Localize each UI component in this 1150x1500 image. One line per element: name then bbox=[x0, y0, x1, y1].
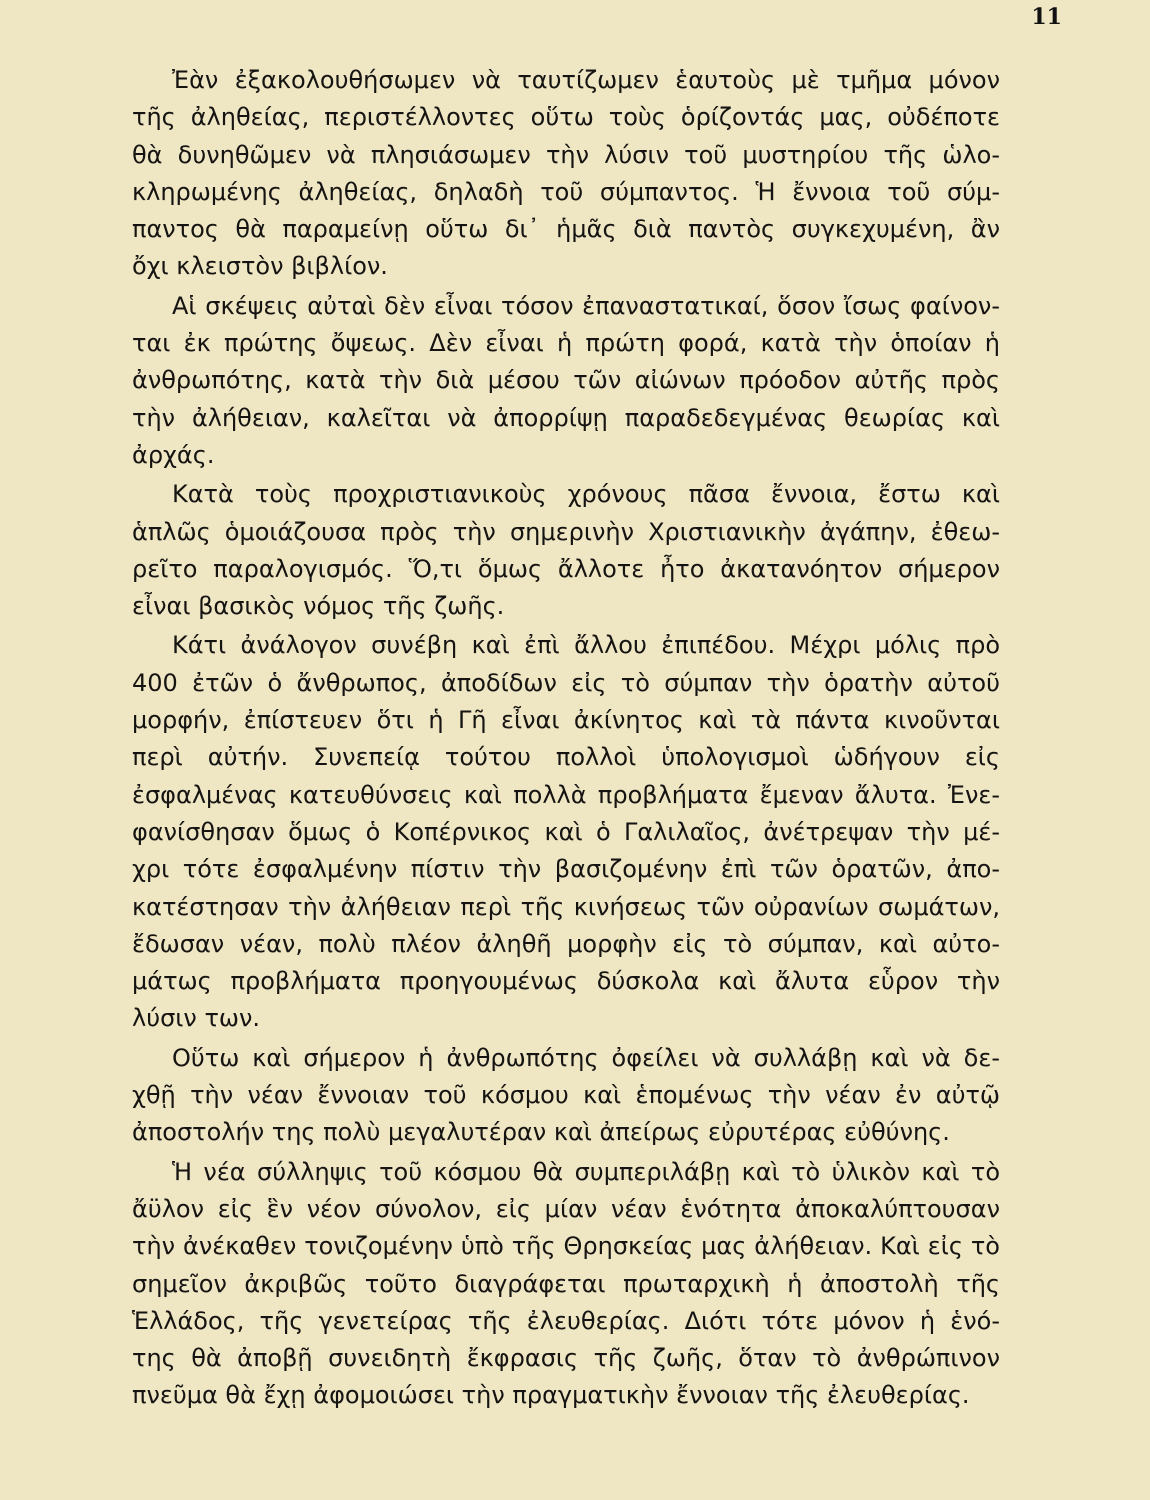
paragraph bbox=[132, 1040, 1000, 1152]
text-line: 400 ἐτῶν ὁ ἄνθρωπος, ἀποδίδων εἰς τὸ σύμπαν τὴν ὁρατὴν αὐτοῦ bbox=[132, 668, 1000, 697]
page-number: 11 bbox=[1031, 4, 1062, 30]
text-line: τῆς ἀληθείας, περιστέλλοντες οὕτω τοὺς ὁρίζοντάς μας, οὐδέποτε bbox=[132, 103, 1000, 132]
paragraph bbox=[132, 62, 1000, 286]
text-line: ται ἐκ πρώτης ὄψεως. Δὲν εἶναι ἡ πρώτη φορά, κατὰ τὴν ὁποίαν ἡ bbox=[132, 329, 1000, 358]
text-line: περὶ αὐτήν. Συνεπείᾳ τούτου πολλοὶ ὑπολογισμοὶ ὡδήγουν εἰς bbox=[132, 743, 1000, 772]
body-text bbox=[132, 62, 1000, 1417]
text-line: σημεῖον ἀκριβῶς τοῦτο διαγράφεται πρωταρχικὴ ἡ ἀποστολὴ τῆς bbox=[132, 1269, 1000, 1298]
text-line: Κάτι ἀνάλογον συνέβη καὶ ἐπὶ ἄλλου ἐπιπέδου. Μέχρι μόλις πρὸ bbox=[172, 631, 1000, 660]
text-line: παντος θὰ παραμείνῃ οὕτω δι᾽ ἡμᾶς διὰ παντὸς συγκεχυμένη, ἂν bbox=[132, 215, 1000, 244]
text-line: ἐσφαλμένας κατευθύνσεις καὶ πολλὰ προβλήματα ἔμεναν ἄλυτα. Ἐνε- bbox=[132, 780, 1000, 809]
text-line: Κατὰ τοὺς προχριστιανικοὺς χρόνους πᾶσα ἔννοια, ἔστω καὶ bbox=[172, 480, 1000, 509]
text-line: εἶναι βασικὸς νόμος τῆς ζωῆς. bbox=[132, 592, 505, 621]
text-line: Οὕτω καὶ σήμερον ἡ ἀνθρωπότης ὀφείλει νὰ συλλάβῃ καὶ νὰ δε- bbox=[172, 1043, 1000, 1072]
text-line: τὴν ἀνέκαθεν τονιζομένην ὑπὸ τῆς Θρησκείας μας ἀλήθειαν. Καὶ εἰς τὸ bbox=[132, 1232, 1000, 1261]
text-line: κληρωμένης ἀληθείας, δηλαδὴ τοῦ σύμπαντος. Ἡ ἔννοια τοῦ σύμ- bbox=[132, 177, 1000, 206]
text-line: λύσιν των. bbox=[132, 1004, 261, 1033]
text-line: Ἐὰν ἐξακολουθήσωμεν νὰ ταυτίζωμεν ἑαυτοὺς μὲ τμῆμα μόνον bbox=[172, 66, 1000, 94]
text-line: χρι τότε ἐσφαλμένην πίστιν τὴν βασιζομένην ἐπὶ τῶν ὁρατῶν, ἀπο- bbox=[132, 855, 1000, 884]
text-line: Ἑλλάδος, τῆς γενετείρας τῆς ἐλευθερίας. Διότι τότε μόνον ἡ ἑνό- bbox=[132, 1306, 1000, 1335]
text-line: ὄχι κλειστὸν βιβλίον. bbox=[132, 252, 388, 281]
text-line: ἀποστολήν της πολὺ μεγαλυτέραν καὶ ἀπείρως εὐρυτέρας εὐθύνης. bbox=[132, 1118, 950, 1147]
text-line: Αἱ σκέψεις αὐταὶ δὲν εἶναι τόσον ἐπαναστατικαί, ὅσον ἴσως φαίνον- bbox=[172, 291, 1000, 320]
paragraph bbox=[132, 627, 1000, 1037]
text-line: ἀνθρωπότης, κατὰ τὴν διὰ μέσου τῶν αἰώνων πρόοδον αὐτῆς πρὸς bbox=[132, 366, 1000, 395]
text-line: θὰ δυνηθῶμεν νὰ πλησιάσωμεν τὴν λύσιν τοῦ μυστηρίου τῆς ὡλο- bbox=[132, 140, 1000, 169]
text-line: ἔδωσαν νέαν, πολὺ πλέον ἀληθῆ μορφὴν εἰς τὸ σύμπαν, καὶ αὐτο- bbox=[132, 929, 1000, 958]
text-line: τὴν ἀλήθειαν, καλεῖται νὰ ἀπορρίψῃ παραδεδεγμένας θεωρίας καὶ bbox=[132, 403, 1000, 432]
text-line: ἀρχάς. bbox=[132, 440, 215, 469]
text-line: κατέστησαν τὴν ἀλήθειαν περὶ τῆς κινήσεως τῶν οὐρανίων σωμάτων, bbox=[132, 892, 1000, 921]
text-line: της θὰ ἀποβῇ συνειδητὴ ἔκφρασις τῆς ζωῆς, ὅταν τὸ ἀνθρώπινον bbox=[132, 1344, 1000, 1373]
text-line: ἄϋλον εἰς ἓν νέον σύνολον, εἰς μίαν νέαν ἑνότητα ἀποκαλύπτουσαν bbox=[132, 1194, 1000, 1223]
paragraph bbox=[132, 476, 1000, 625]
text-line: μορφήν, ἐπίστευεν ὅτι ἡ Γῆ εἶναι ἀκίνητος καὶ τὰ πάντα κινοῦνται bbox=[132, 706, 1000, 735]
paragraph bbox=[132, 288, 1000, 474]
text-line: φανίσθησαν ὅμως ὁ Κοπέρνικος καὶ ὁ Γαλιλαῖος, ἀνέτρεψαν τὴν μέ- bbox=[132, 817, 1000, 846]
text-line: ρεῖτο παραλογισμός. Ὅ,τι ὅμως ἄλλοτε ἦτο ἀκατανόητον σήμερον bbox=[132, 554, 1000, 583]
text-line: μάτως προβλήματα προηγουμένως δύσκολα καὶ ἄλυτα εὗρον τὴν bbox=[132, 967, 1000, 996]
text-line: ἁπλῶς ὁμοιάζουσα πρὸς τὴν σημερινὴν Χριστιανικὴν ἀγάπην, ἐθεω- bbox=[132, 517, 1000, 546]
text-line: πνεῦμα θὰ ἔχῃ ἀφομοιώσει τὴν πραγματικὴν ἔννοιαν τῆς ἐλευθερίας. bbox=[132, 1381, 970, 1410]
text-line: Ἡ νέα σύλληψις τοῦ κόσμου θὰ συμπεριλάβῃ καὶ τὸ ὑλικὸν καὶ τὸ bbox=[172, 1157, 1000, 1186]
paragraph bbox=[132, 1154, 1000, 1415]
text-line: χθῇ τὴν νέαν ἔννοιαν τοῦ κόσμου καὶ ἑπομένως τὴν νέαν ἐν αὐτῷ bbox=[132, 1081, 1000, 1110]
